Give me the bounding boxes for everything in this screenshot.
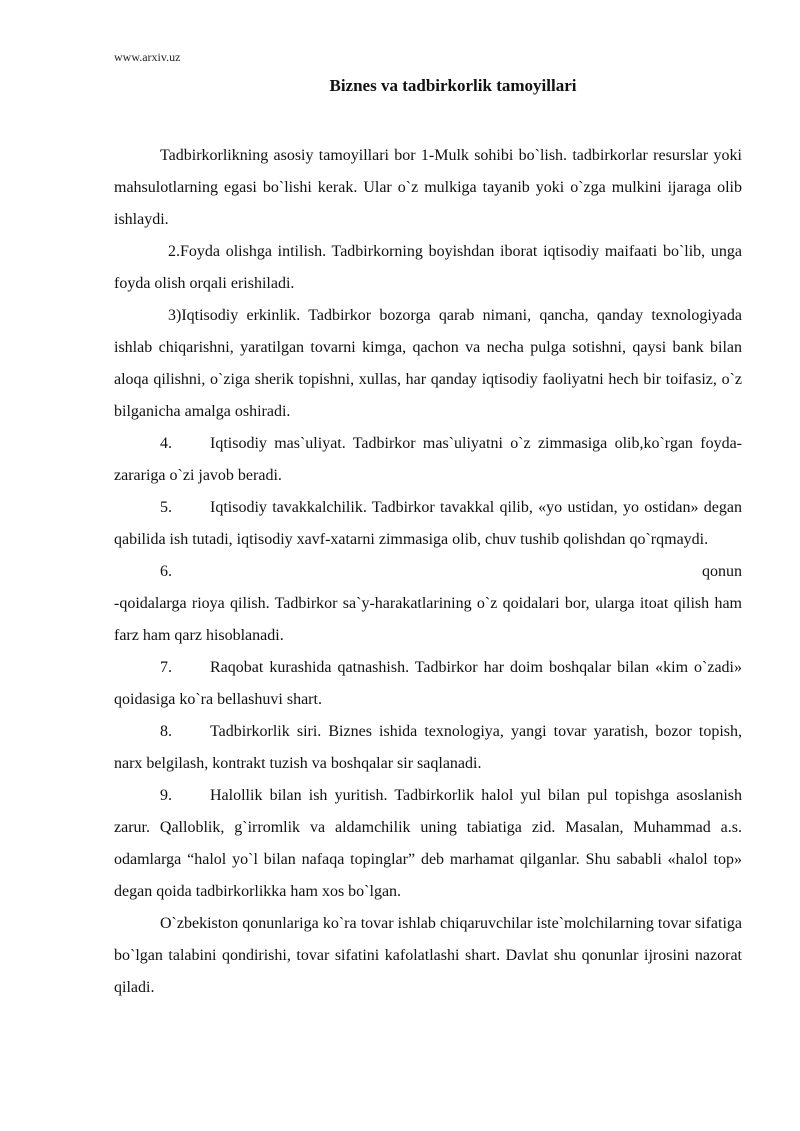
paragraph-text: Iqtisodiy tavakkalchilik. Tadbirkor tavakkal qilib, «yo ustidan, yo ostidan» degan qabilida ish tutadi, iqtisodiy xavf-xatarni zimmasiga olib, chuv tushib qolishdan qo`rqmaydi. (114, 499, 742, 548)
paragraph-text: Raqobat kurashida qatnashish. Tadbirkor har doim boshqalar bilan «kim o`zadi» qoidasiga ko`ra bellashuvi shart. (114, 659, 742, 708)
paragraph-text: Tadbirkorlik siri. Biznes ishida texnologiya, yangi tovar yaratish, bozor topish, narx belgilash, kontrakt tuzish va boshqalar sir saqlanadi. (114, 723, 742, 772)
item-number: 5. (160, 499, 172, 516)
paragraph-risk (114, 492, 742, 556)
paragraph-law: -qoidalarga rioya qilish. Tadbirkor sa`y-harakatlarining o`z qoidalari bor, ularga itoat qilish ham farz ham qarz hisoblanadi. (114, 595, 742, 644)
item-number: 4. (160, 435, 172, 452)
paragraph-word: qonun (702, 563, 742, 580)
paragraph-law-line (114, 556, 742, 588)
paragraph-text: Halollik bilan ish yuritish. Tadbirkorlik halol yul bilan pul topishga asoslanish zarur. Qalloblik, g`irromlik va aldamchilik uning tabiatiga zid. Masalan, Muhammad a.s. odamlarga “halol yo`l bilan nafaqa topinglar” deb marhamat qilganlar. Shu sababli «halol top» degan qoida tadbirkorlikka ham xos bo`lgan. (114, 787, 742, 900)
item-number: 8. (160, 723, 172, 740)
paragraph-honesty (114, 780, 742, 908)
paragraph-text: Iqtisodiy mas`uliyat. Tadbirkor mas`uliyatni o`z zimmasiga olib,ko`rgan foyda-zarariga o`zi javob beradi. (114, 435, 742, 484)
page-title: Biznes va tadbirkorlik tamoyillari (329, 76, 577, 95)
item-number: 6. (160, 563, 172, 580)
paragraph-freedom: 3)Iqtisodiy erkinlik. Tadbirkor bozorga qarab nimani, qancha, qanday texnologiyada ishlab chiqarishni, yaratilgan tovarni kimga, qachon va necha pulga sotishni, qaysi bank bilan aloqa qilishni, o`ziga sherik topishni, xullas, har qanday iqtisodiy faoliyatni hech bir toifasiz, o`z bilganicha amalga oshiradi. (114, 307, 742, 420)
paragraph-principles-intro: Tadbirkorlikning asosiy tamoyillari bor 1-Mulk sohibi bo`lish. tadbirkorlar resurslar yoki mahsulotlarning egasi bo`lishi kerak. Ular o`z mulkiga tayanib yoki o`zga mulkini ijaraga olib ishlaydi. (114, 147, 742, 228)
item-number: 9. (160, 787, 172, 804)
paragraph-secret (114, 716, 742, 780)
paragraph-competition (114, 652, 742, 716)
paragraph-profit: 2.Foyda olishga intilish. Tadbirkorning boyishdan iborat iqtisodiy maifaati bo`lib, unga foyda olish orqali erishiladi. (114, 243, 742, 292)
site-url: www.arxiv.uz (114, 50, 181, 64)
document-body (114, 140, 742, 1004)
paragraph-responsibility (114, 428, 742, 492)
item-number: 7. (160, 659, 172, 676)
paragraph-uzbek-law: O`zbekiston qonunlariga ko`ra tovar ishlab chiqaruvchilar iste`molchilarning tovar sifatiga bo`lgan talabini qondirishi, tovar sifatini kafolatlashi shart. Davlat shu qonunlar ijrosini nazorat qiladi. (114, 915, 742, 996)
